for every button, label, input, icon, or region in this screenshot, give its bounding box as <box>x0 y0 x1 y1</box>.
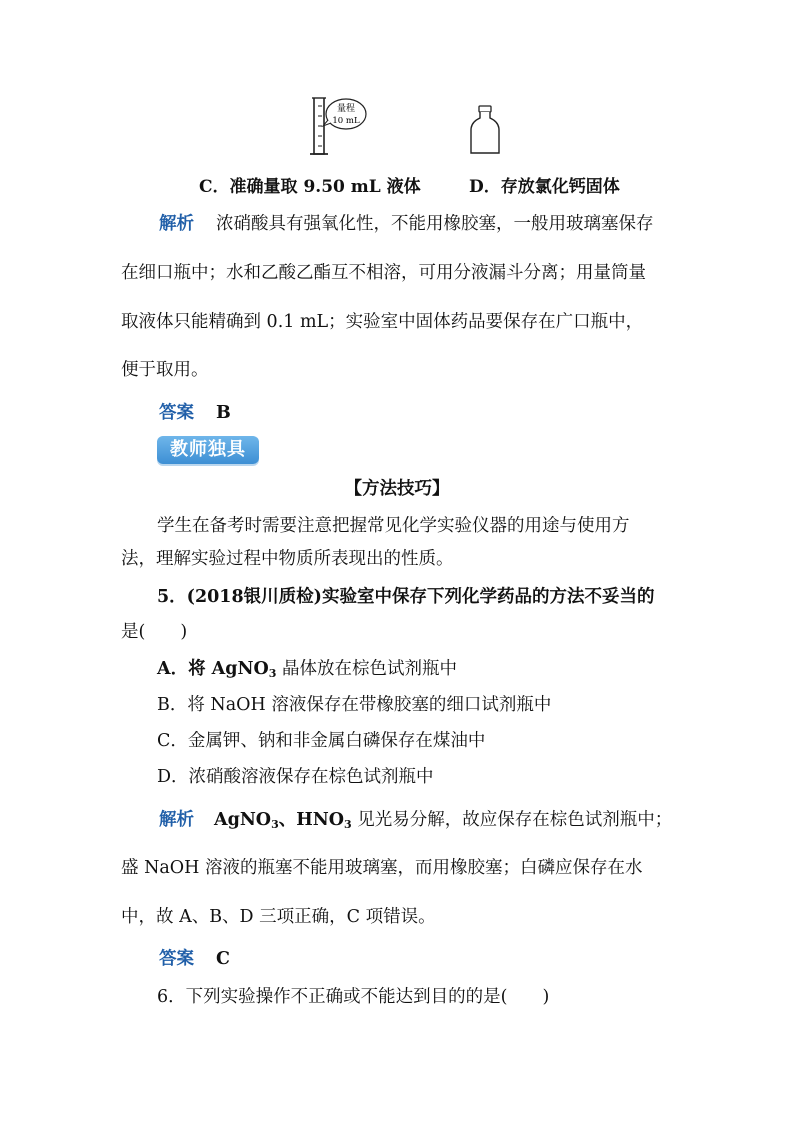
q5-option-b: B．将 NaOH 溶液保存在带橡胶塞的细口试剂瓶中 <box>157 695 552 715</box>
q4-analysis-label: 解析 <box>159 214 194 234</box>
q5-option-a-rest: 晶体放在棕色试剂瓶中 <box>276 659 457 679</box>
q5-option-a <box>0 657 794 681</box>
caption-option-c: C．准确量取 9.50 mL 液体 <box>199 177 421 197</box>
q4-analysis-text-1: 浓硝酸具有强氧化性，不能用橡胶塞，一般用玻璃塞保存 <box>216 214 654 234</box>
q5-analysis-sub-2: 3 <box>344 818 352 831</box>
q4-answer-label: 答案 <box>159 403 194 423</box>
q5-analysis-text-1 <box>214 808 672 832</box>
q5-answer-label: 答案 <box>159 949 194 969</box>
q4-answer-value: B <box>216 403 231 423</box>
teacher-exclusive-badge: 教师独具 <box>157 436 259 464</box>
q4-analysis-line-3: 取液体只能精确到 0.1 mL；实验室中固体药品要保存在广口瓶中， <box>121 312 644 332</box>
q5-analysis-sub-1: 3 <box>271 818 279 831</box>
q5-option-a-text: A．将 AgNO <box>157 659 269 679</box>
q5-analysis-agno3: AgNO <box>214 810 272 830</box>
q5-analysis-label: 解析 <box>159 810 194 830</box>
q4-analysis-line-2: 在细口瓶中；水和乙酸乙酯互不相溶，可用分液漏斗分离；用量筒量 <box>121 263 646 283</box>
cylinder-label-volume: 10 mL <box>332 116 360 126</box>
reagent-bottle-figure <box>468 104 502 156</box>
q5-stem-line-1: 5．(2018银川质检)实验室中保存下列化学药品的方法不妥当的 <box>157 587 655 607</box>
q5-analysis-hno3: 、HNO <box>278 810 344 830</box>
graduated-cylinder-figure <box>302 96 372 158</box>
q5-option-a-subscript: 3 <box>268 667 277 680</box>
q5-stem-line-2: 是( ) <box>121 622 188 642</box>
cylinder-label-range: 量程 <box>336 104 356 114</box>
q6-stem: 6．下列实验操作不正确或不能达到目的的是( ) <box>157 987 550 1007</box>
q4-analysis-line-4: 便于取用。 <box>121 360 209 380</box>
q5-analysis-rest: 见光易分解，故应保存在棕色试剂瓶中； <box>351 810 673 830</box>
method-line-2: 法，理解实验过程中物质所表现出的性质。 <box>121 549 454 569</box>
caption-option-d: D．存放氯化钙固体 <box>469 177 620 197</box>
q5-analysis-line-2: 盛 NaOH 溶液的瓶塞不能用玻璃塞，而用橡胶塞；白磷应保存在水 <box>121 858 643 878</box>
q5-answer-value: C <box>216 949 230 969</box>
q5-analysis-line-3: 中，故 A、B、D 三项正确，C 项错误。 <box>121 907 436 927</box>
method-line-1: 学生在备考时需要注意把握常见化学实验仪器的用途与使用方 <box>157 516 630 536</box>
q5-option-d: D．浓硝酸溶液保存在棕色试剂瓶中 <box>157 767 434 787</box>
method-title: 【方法技巧】 <box>344 479 450 499</box>
q5-option-c: C．金属钾、钠和非金属白磷保存在煤油中 <box>157 731 486 751</box>
